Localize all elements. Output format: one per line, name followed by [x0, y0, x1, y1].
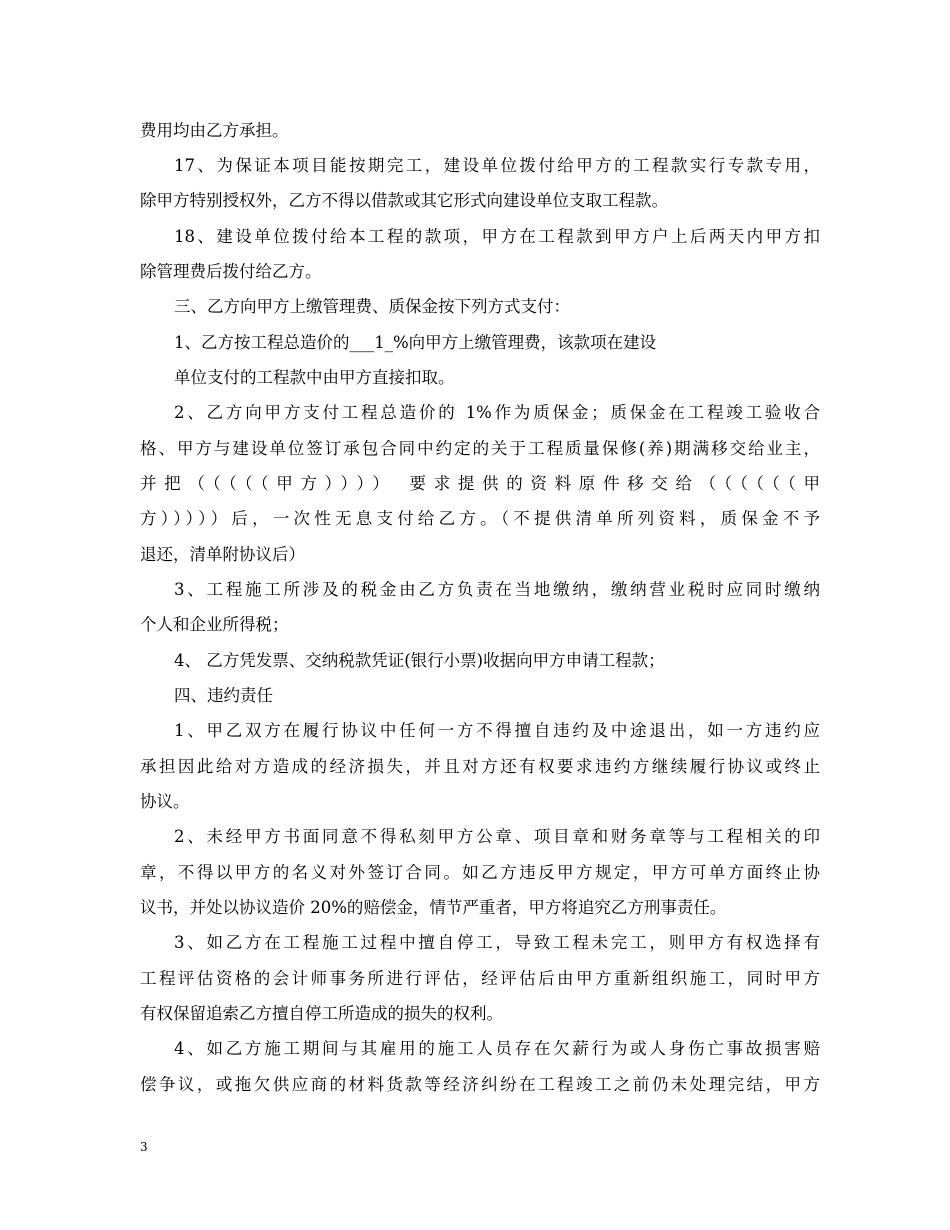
text-line: 4、如乙方施工期间与其雇用的施工人员存在欠薪行为或人身伤亡事故损害赔: [174, 1039, 820, 1058]
text-line: 工程评估资格的会计师事务所进行评估，经评估后由甲方重新组织施工，同时甲方: [140, 969, 820, 988]
text-line: 2、未经甲方书面同意不得私刻甲方公章、项目章和财务章等与工程相关的印: [174, 827, 820, 846]
text-line: 章，不得以甲方的名义对外签订合同。如乙方违反甲方规定，甲方可单方面终止协: [140, 863, 820, 882]
text-line: 格、甲方与建设单位签订承包合同中约定的关于工程质量保修(养)期满移交给业主，: [140, 439, 820, 458]
text-line: 协议。: [140, 792, 190, 811]
text-line: 议书，并处以协议造价 20%的赔偿金，情节严重者，甲方将追究乙方刑事责任。: [140, 898, 727, 917]
text-line: 有权保留追索乙方擅自停工所造成的损失的权利。: [140, 1004, 503, 1023]
text-line: 18、建设单位拨付给本工程的款项，甲方在工程款到甲方户上后两天内甲方扣: [174, 227, 820, 246]
text-line: 除甲方特别授权外，乙方不得以借款或其它形式向建设单位支取工程款。: [140, 191, 668, 210]
text-line: 3、如乙方在工程施工过程中擅自停工，导致工程未完工，则甲方有权选择有: [174, 933, 820, 952]
text-line: 3、工程施工所涉及的税金由乙方负责在当地缴纳，缴纳营业税时应同时缴纳: [174, 580, 820, 599]
text-line: 并把（（（（（甲方）））） 要求提供的资料原件移交给（（（（（（甲: [140, 474, 820, 493]
text-line: 单位支付的工程款中由甲方直接扣取。: [174, 368, 455, 387]
text-line: 费用均由乙方承担。: [140, 121, 289, 140]
text-line: 1、甲乙双方在履行协议中任何一方不得擅自违约及中途退出，如一方违约应: [174, 721, 820, 740]
text-line: 偿争议，或拖欠供应商的材料货款等经济纠纷在工程竣工之前仍未处理完结，甲方: [140, 1075, 820, 1094]
page-number: 3: [140, 1140, 148, 1154]
section-heading: 四、违约责任: [174, 686, 273, 705]
text-line: 4、 乙方凭发票、交纳税款凭证(银行小票)收据向甲方申请工程款；: [174, 651, 665, 670]
section-heading: 三、乙方向甲方上缴管理费、质保金按下列方式支付：: [174, 297, 570, 316]
text-line: 17、为保证本项目能按期完工，建设单位拨付给甲方的工程款实行专款专用，: [174, 156, 820, 175]
text-line: 方）））））后，一次性无息支付给乙方。（不提供清单所列资料，质保金不予: [140, 509, 820, 528]
text-line: 承担因此给对方造成的经济损失，并且对方还有权要求违约方继续履行协议或终止: [140, 757, 820, 776]
text-line: 个人和企业所得税；: [140, 615, 289, 634]
text-line: 退还，清单附协议后）: [140, 545, 305, 564]
text-line: 2、乙方向甲方支付工程总造价的 1%作为质保金；质保金在工程竣工验收合: [174, 403, 820, 422]
text-line: 除管理费后拨付给乙方。: [140, 262, 322, 281]
text-line: 1、乙方按工程总造价的___1_%向甲方上缴管理费，该款项在建设: [174, 333, 657, 352]
